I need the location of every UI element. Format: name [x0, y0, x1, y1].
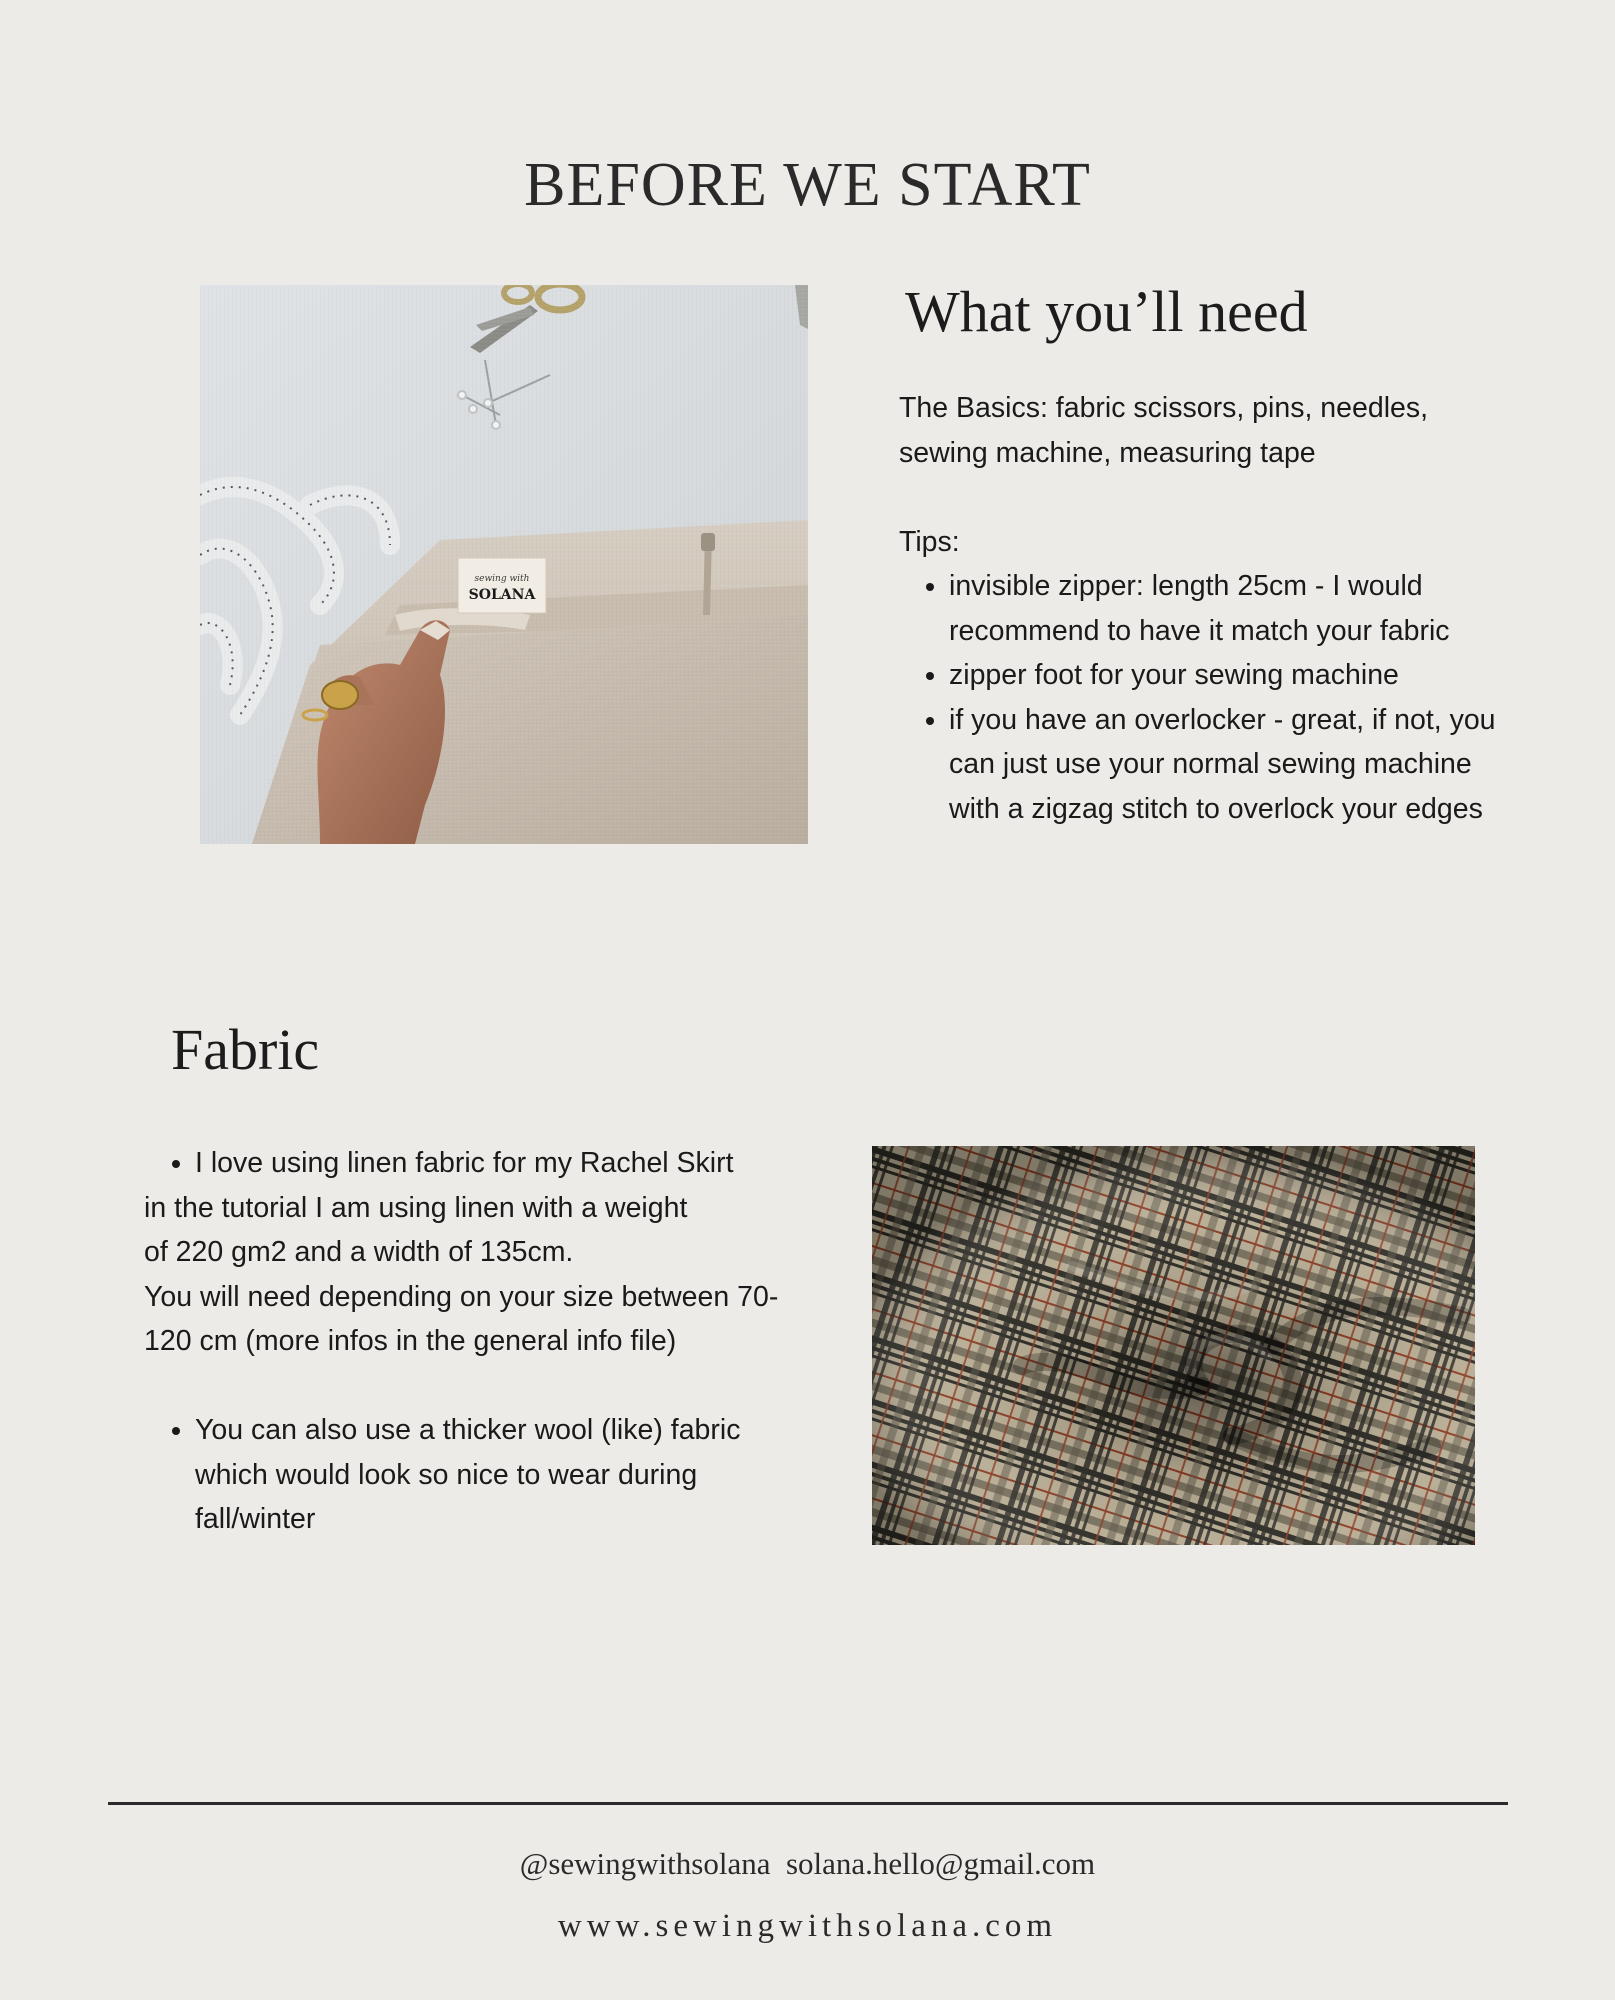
brand-label-script: sewing with — [474, 574, 530, 584]
footer-divider — [108, 1802, 1508, 1805]
sewing-tools-skirt-photo — [200, 285, 808, 844]
spacer — [144, 1364, 874, 1409]
fabric-line: You will need depending on your size between 70- — [144, 1280, 779, 1313]
footer-website: www.sewingwithsolana.com — [557, 1908, 1058, 1944]
tips-label: Tips: — [899, 525, 960, 558]
fabric-list-2 — [144, 1408, 875, 1542]
page-title: BEFORE WE START — [524, 151, 1091, 219]
brand-label-text: SOLANA — [468, 587, 536, 603]
tip-item: • zipper foot for your sewing machine — [949, 653, 1509, 698]
tip-item: • if you have an overlocker - great, if not, you can just use your normal sewing machine with a zigzag stitch to overlock your edges — [949, 698, 1509, 832]
footer-contact: @sewingwithsolana solana.hello@gmail.com — [519, 1846, 1096, 1881]
spacer — [899, 475, 1509, 520]
tips-list — [899, 564, 1509, 831]
brand-label — [458, 558, 546, 613]
basics-text: The Basics: fabric scissors, pins, needles, sewing machine, measuring tape — [899, 392, 1429, 469]
fabric-bullet: • You can also use a thicker wool (like) fabric which would look so nice to wear during fall/winter — [195, 1408, 805, 1542]
fabric-bullet: • I love using linen fabric for my Rachel Skirt — [195, 1141, 874, 1186]
fabric-line: 120 cm (more infos in the general info file) — [144, 1325, 677, 1357]
fabric-section — [144, 1141, 874, 1542]
fabric-line: of 220 gm2 and a width of 135cm. — [144, 1236, 574, 1268]
plaid-fabric-photo — [872, 1146, 1475, 1545]
needs-section — [899, 386, 1509, 831]
fabric-title: Fabric — [171, 1017, 320, 1082]
tip-item: • invisible zipper: length 25cm - I would recommend to have it match your fabric — [949, 564, 1509, 653]
needs-title: What you’ll need — [905, 279, 1308, 344]
fabric-list-1 — [144, 1141, 874, 1186]
fabric-line: in the tutorial I am using linen with a weight — [144, 1191, 688, 1224]
